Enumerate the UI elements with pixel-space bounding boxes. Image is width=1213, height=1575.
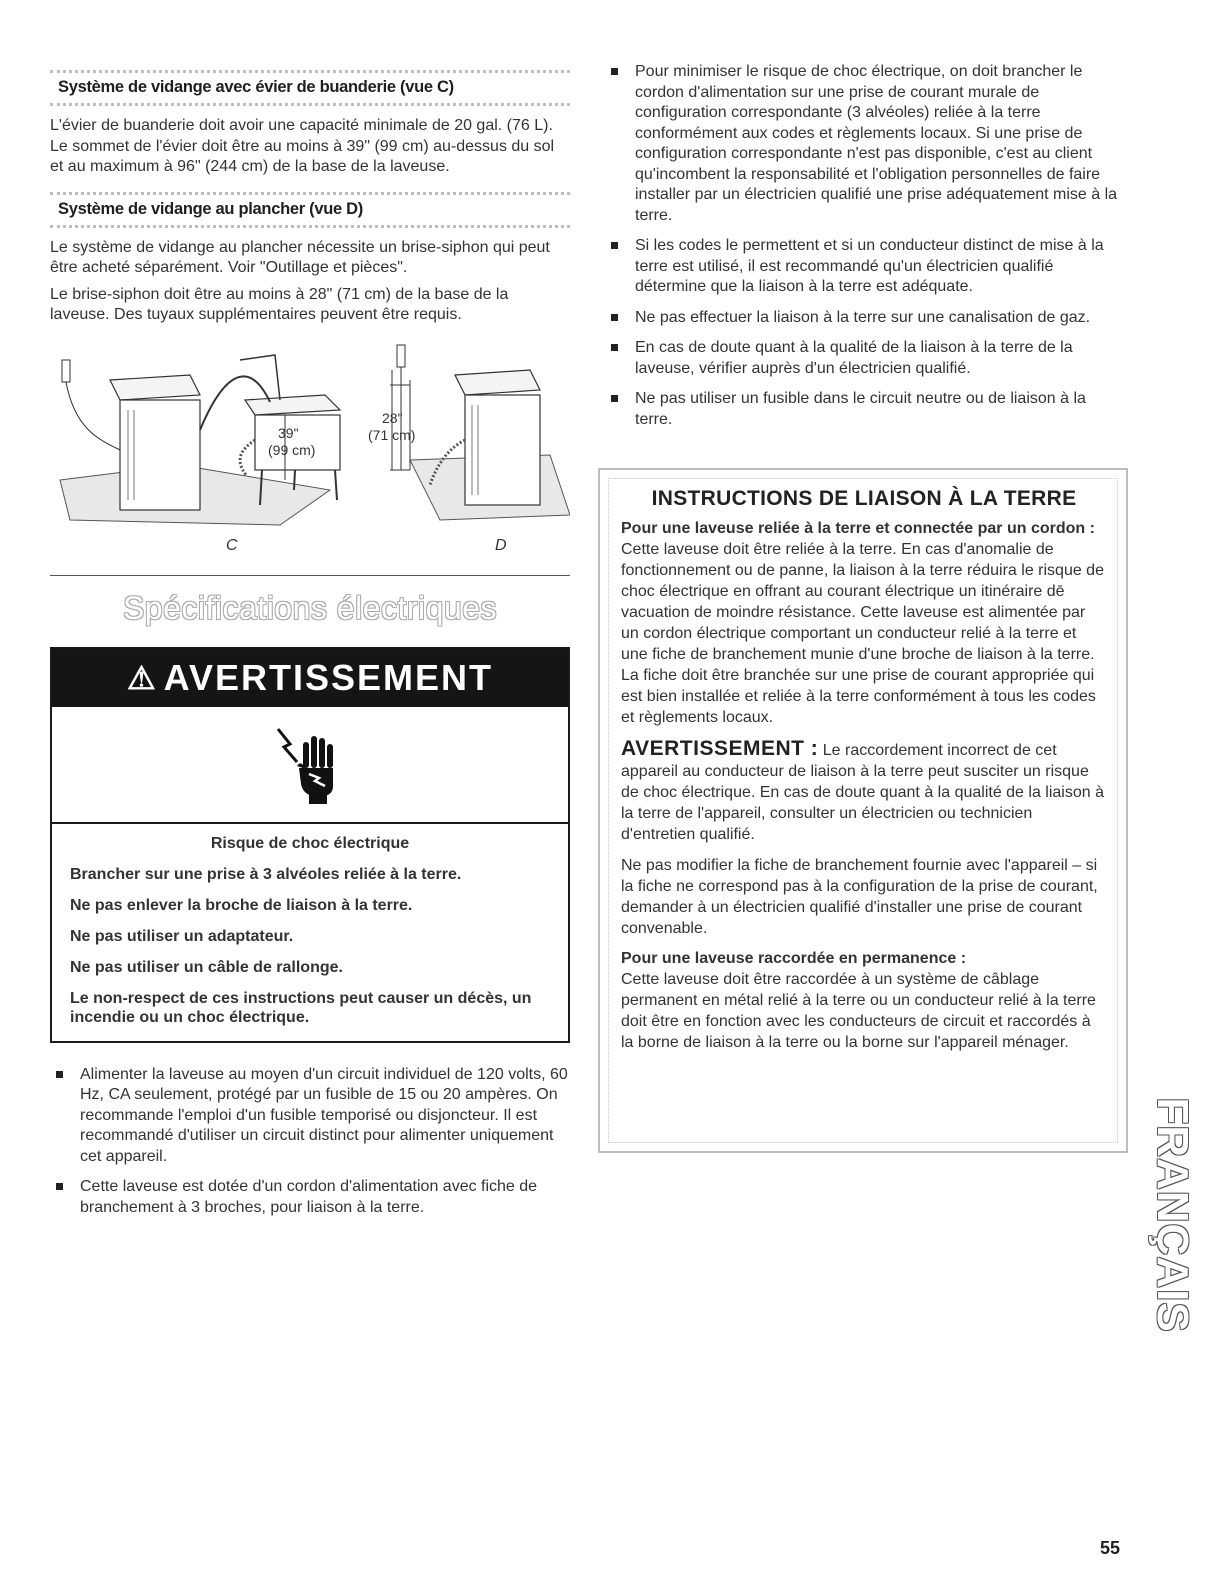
warning-body [52, 824, 568, 1041]
dim-c-cm: (99 cm) [268, 441, 316, 458]
list-item [605, 338, 1127, 379]
language-side-tab-text: FRANÇAIS [1148, 1097, 1197, 1333]
list-item-text: Ne pas utiliser un fusible dans le circuit neutre ou de liaison à la terre. [635, 390, 1086, 428]
list-item-text: Alimenter la laveuse au moyen d'un circuit individuel de 120 volts, 60 Hz, CA seulement, protégé par un fusible de 15 ou 20 ampères. On recommande l'emploi d'un fusible temporisé ou disjoncteur. Il est recommandé d'utiliser un circuit distinct pour alimenter uniquement cet appareil. [80, 1065, 568, 1165]
figure-d-dimension [368, 410, 415, 444]
section-d-text-2: Le brise-siphon doit être au moins à 28" (71 cm) de la base de la laveuse. Des tuyaux supplémentaires peuvent être requis. [50, 285, 509, 323]
grounding-instructions-box [598, 468, 1128, 1153]
left-column [50, 70, 570, 1228]
section-c-text: L'évier de buanderie doit avoir une capacité minimale de 20 gal. (76 L). Le sommet de l'évier doit être au moins à 39" (99 cm) au-dessus du sol et au maximum à 96" (244 cm) de la base de la laveuse. [50, 117, 555, 175]
electric-shock-hand-icon [275, 724, 345, 804]
shock-hazard-area [52, 707, 568, 824]
bullet-square-icon [56, 1071, 63, 1078]
warning-line-4: Ne pas utiliser un câble de rallonge. [70, 958, 343, 976]
list-item [605, 308, 1127, 329]
grounding-para-cord: Cette laveuse doit être reliée à la terre. En cas d'anomalie de fonctionnement ou de panne, la liaison à la terre réduira le risque de choc électrique en offrant au courant électrique un itinéraire dē vacuation de moindre résistance. Cette laveuse est alimentée par un cordon électrique comportant un conducteur relié à la terre et une fiche de branchement munie d'une broche de liaison à la terre. La fiche doit être branchée sur une prise de courant appropriée qui est bien installée et reliée à la terre conformément à tous les codes et règlements locaux. [621, 541, 1104, 726]
dim-d-inches: 28" [382, 409, 403, 426]
grounding-warning-text: Le raccordement incorrect de cet appareil au conducteur de liaison à la terre peut susciter un risque de choc électrique. En cas de doute quant à la qualité de la liaison à la terre de l'appareil, consulter un électricien ou technicien d'entretien qualifié. [621, 742, 1104, 843]
section-d-text-1: Le système de vidange au plancher nécessite un brise-siphon qui peut être acheté séparément. Voir "Outillage et pièces". [50, 238, 550, 276]
list-item-text: En cas de doute quant à la qualité de la liaison à la terre de la laveuse, vérifier auprès d'un électricien qualifié. [635, 339, 1073, 377]
drain-figure [50, 340, 570, 565]
list-item [605, 389, 1127, 430]
list-item [605, 236, 1127, 298]
warning-header [52, 649, 568, 707]
bullet-square-icon [611, 344, 618, 351]
grounding-instructions-inner [608, 478, 1118, 1143]
list-item-text: Cette laveuse est dotée d'un cordon d'alimentation avec fiche de branchement à 3 broches, pour liaison à la terre. [80, 1178, 538, 1216]
warning-line-3: Ne pas utiliser un adaptateur. [70, 927, 294, 945]
list-item [50, 1177, 570, 1218]
warning-line-5: Le non-respect de ces instructions peut causer un décès, un incendie ou un choc électrique. [70, 989, 532, 1026]
section-c-heading: Système de vidange avec évier de buanderie (vue C) [50, 70, 570, 106]
bullet-square-icon [611, 68, 618, 75]
section-d-heading: Système de vidange au plancher (vue D) [50, 192, 570, 228]
list-item-text: Si les codes le permettent et si un conducteur distinct de mise à la terre est utilisé, il est recommandé qu'un électricien qualifié détermine que la liaison à la terre est adéquate. [635, 237, 1104, 295]
warning-header-text: AVERTISSEMENT [163, 656, 494, 698]
left-bullet-list [50, 1065, 570, 1219]
grounding-warning [621, 738, 1107, 845]
right-column [605, 62, 1127, 440]
grounding-title: INSTRUCTIONS DE LIAISON À LA TERRE [651, 487, 1077, 510]
warning-line-2: Ne pas enlever la broche de liaison à la terre. [70, 896, 413, 914]
grounding-subtitle-cord: Pour une laveuse reliée à la terre et connectée par un cordon : [621, 520, 1095, 537]
page-number: 55 [1100, 1538, 1121, 1558]
bullet-square-icon [611, 242, 618, 249]
warning-risk: Risque de choc électrique [210, 834, 410, 852]
dim-c-inches: 39" [278, 424, 299, 441]
bullet-square-icon [56, 1183, 63, 1190]
list-item [50, 1065, 570, 1168]
grounding-para-permanent: Cette laveuse doit être raccordée à un système de câblage permanent en métal relié à la terre ou un conducteur relié à la terre doit être en fonction avec les conducteurs de circuit et raccordés à la borne de liaison à la terre ou la borne sur l'appareil ménager. [621, 971, 1096, 1051]
figure-label-c: C [226, 536, 238, 554]
list-item-text: Ne pas effectuer la liaison à la terre sur une canalisation de gaz. [635, 308, 1091, 326]
dim-d-cm: (71 cm) [368, 426, 416, 443]
warning-triangle-icon: ⚠ [126, 659, 158, 696]
list-item-text: Pour minimiser le risque de choc électrique, on doit brancher le cordon d'alimentation sur une prise de courant murale de configuration correspondante (3 alvéoles) reliée à la terre conformément aux codes et règlements locaux. Si une prise de configuration correspondante n'est pas disponible, c'est au client qu'incombent la responsabilité et l'obligation personnelles de faire installer par un électricien qualifié une prise adéquatement mise à la terre. [635, 63, 1118, 224]
right-bullet-list [605, 62, 1127, 430]
electrical-specs-heading: Spécifications électriques [122, 589, 498, 626]
grounding-subtitle-permanent: Pour une laveuse raccordée en permanence : [621, 950, 967, 967]
bullet-square-icon [611, 314, 618, 321]
list-item [605, 62, 1127, 226]
grounding-warning-label: AVERTISSEMENT : [621, 737, 819, 760]
section-divider [50, 575, 570, 576]
figure-label-d: D [495, 536, 507, 554]
language-side-tab [1148, 1080, 1197, 1350]
grounding-para-plug: Ne pas modifier la fiche de branchement fournie avec l'appareil – si la fiche ne correspond pas à la configuration de la prise de courant, demander à un électricien qualifié d'installer une prise de courant convenable. [621, 857, 1098, 937]
warning-box [50, 647, 570, 1043]
warning-line-1: Brancher sur une prise à 3 alvéoles reliée à la terre. [70, 865, 462, 883]
bullet-square-icon [611, 395, 618, 402]
figure-c-dimension [268, 424, 316, 459]
